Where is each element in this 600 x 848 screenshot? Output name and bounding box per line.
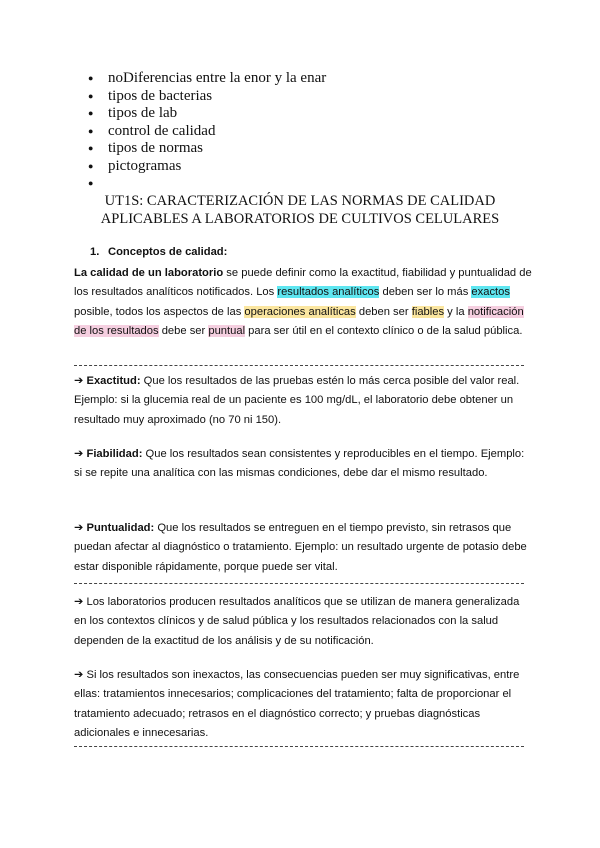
note-paragraph-2: ➔ Si los resultados son inexactos, las consecuencias pueden ser muy significativas, entre ellas: tratamientos innecesarios; complicaciones del tratamiento; falta de proporcionar el tratamiento adecuado; retrasos en el diagnóstico correcto; y pruebas diagnósticas adicionales e innecesarias.: [74, 669, 520, 740]
point-exactitud: [74, 372, 532, 430]
intro-text: posible, todos los aspectos de las: [74, 305, 245, 318]
list-item: ● control de calidad: [88, 123, 326, 141]
list-item: ● noDiferencias entre la enor y la enar: [88, 70, 326, 88]
point-puntualidad: [74, 519, 532, 577]
list-item: ● tipos de normas: [88, 140, 326, 158]
point-text: Que los resultados de las pruebas estén lo más cerca posible del valor real. Ejemplo: si la glucemia real de un paciente es 100 mg/dL, el laboratorio debe obtener un resultado muy aproximado (no 70 ni 150).: [74, 375, 520, 426]
highlight-exactos: exactos: [471, 286, 510, 299]
highlight-fiables: fiables: [411, 305, 445, 318]
divider: [74, 365, 524, 366]
point-label: ➔ Fiabilidad:: [74, 448, 143, 460]
intro-text: deben ser: [355, 305, 412, 318]
list-item: [88, 175, 326, 193]
intro-text: debe ser: [158, 325, 209, 338]
point-fiabilidad: [74, 445, 532, 484]
note-paragraph-1: ➔ Los laboratorios producen resultados analíticos que se utilizan de manera generalizada en los contextos clínicos y de salud pública y los resultados relacionados con la salud dependen de la exactitud de los análisis y de su notificación.: [74, 596, 520, 647]
section-title: Conceptos de calidad:: [108, 246, 228, 258]
intro-paragraph: [74, 264, 532, 342]
divider: [74, 746, 524, 747]
point-label: ➔ Exactitud:: [74, 375, 141, 387]
point-label: ➔ Puntualidad:: [74, 522, 155, 534]
intro-text: deben ser lo más: [379, 286, 472, 299]
list-item: ● pictogramas: [88, 158, 326, 176]
point-text: Que los resultados se entreguen en el tiempo previsto, sin retrasos que puedan afectar al diagnóstico o tratamiento. Ejemplo: un resultado urgente de potasio debe estar disponible rápidamente, porque puede ser vital.: [74, 522, 527, 573]
list-item: ● tipos de bacterias: [88, 88, 326, 106]
highlight-puntual: puntual: [208, 325, 246, 338]
section-number: 1.: [90, 246, 100, 258]
intro-text: se puede definir como la exactitud, fiabilidad y puntualidad de los resultados analíticos notificados. Los: [74, 267, 532, 299]
highlight-operaciones: operaciones analíticas: [244, 305, 356, 318]
topics-list: [88, 70, 326, 193]
title-line-2: APLICABLES A LABORATORIOS DE CULTIVOS CELULARES: [100, 211, 500, 227]
divider: [74, 583, 524, 584]
title-line-1: UT1S: CARACTERIZACIÓN DE LAS NORMAS DE CALIDAD: [104, 193, 496, 209]
intro-text: para ser útil en el contexto clínico o de la salud pública.: [245, 325, 523, 338]
intro-text: y la: [444, 305, 468, 318]
highlight-notificacion: notificación de los resultados: [74, 305, 524, 338]
highlight-resultados: resultados analíticos: [277, 286, 380, 299]
document-title: [70, 192, 530, 228]
list-item: ● tipos de lab: [88, 105, 326, 123]
point-text: Que los resultados sean consistentes y reproducibles en el tiempo. Ejemplo: si se repite una analítica con las mismas condiciones, debe dar el mismo resultado.: [74, 448, 525, 480]
intro-bold-lead: La calidad de un laboratorio: [74, 267, 224, 279]
section-heading: [90, 246, 227, 258]
